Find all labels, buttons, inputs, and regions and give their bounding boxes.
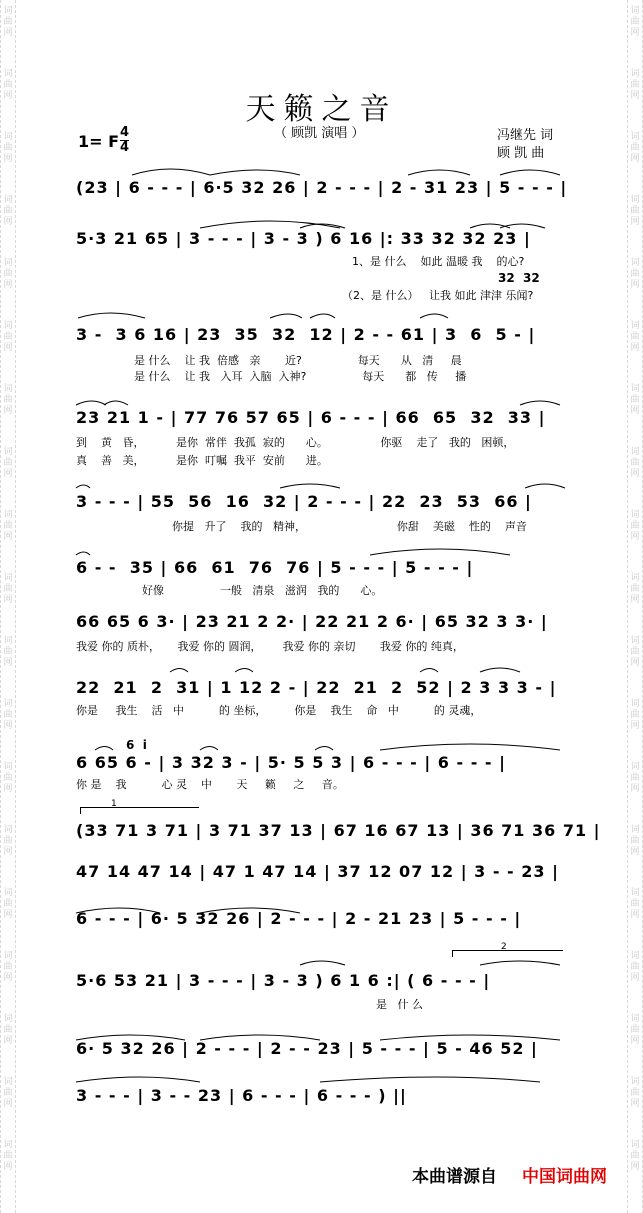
watermark-text: 词曲网 xyxy=(630,321,640,353)
slur xyxy=(480,668,520,672)
source-label: 本曲谱源自 xyxy=(412,1167,497,1187)
slur xyxy=(480,961,560,965)
score-line-1: (23 | 6 - - - | 6·5 32 26 | 2 - - - | 2 - 31 23 | 5 - - - | xyxy=(76,178,568,197)
score-line-12: 6 - - - | 6· 5 32 26 | 2 - - - | 2 - 21 23 | 5 - - - | xyxy=(76,909,522,928)
watermark-text: 词曲网 xyxy=(3,825,13,857)
watermark-text: 词曲网 xyxy=(630,1140,640,1172)
watermark-text: 词曲网 xyxy=(3,1077,13,1109)
first-ending-number: 1 xyxy=(111,799,117,809)
slur xyxy=(235,669,253,673)
grace-note: 6 i xyxy=(126,738,147,752)
score-line-15: 3 - - - | 3 - - 23 | 6 - - - | 6 - - - ) || xyxy=(76,1086,407,1105)
score-line-11: 47 14 47 14 | 47 1 47 14 | 37 12 07 12 | 3 - - 23 | xyxy=(76,862,559,881)
slur xyxy=(420,669,438,673)
slur xyxy=(300,961,345,965)
watermark-text: 词曲网 xyxy=(3,888,13,920)
watermark-text: 词曲网 xyxy=(630,636,640,668)
watermark-text: 词曲网 xyxy=(630,888,640,920)
watermark-text: 词曲网 xyxy=(630,69,640,101)
watermark-text: 词曲网 xyxy=(3,699,13,731)
lyric-line: 是 什 么 xyxy=(376,998,423,1011)
watermark-text: 词曲网 xyxy=(630,195,640,227)
watermark-text: 词曲网 xyxy=(3,636,13,668)
lyric-line: 真 善 美， 是你 叮嘱 我平 安前 进。 xyxy=(76,454,328,467)
slur xyxy=(420,314,448,318)
watermark-text: 词曲网 xyxy=(630,1014,640,1046)
lyric-line: 我爱 你的 质朴， 我爱 你的 圆润， 我爱 你的 亲切 我爱 你的 纯真， xyxy=(76,640,464,653)
watermark-text: 词曲网 xyxy=(3,69,13,101)
watermark-text: 词曲网 xyxy=(3,6,13,38)
score-line-10: (33 71 3 71 | 3 71 37 13 | 67 16 67 13 | 36 71 36 71 | xyxy=(76,821,601,840)
composer-credit: 顾 凯 曲 xyxy=(497,146,545,161)
score-line-8: 22 21 2 31 | 1 12 2 - | 22 21 2 52 | 2 3 3 3 - | xyxy=(76,678,557,697)
watermark-text: 词曲网 xyxy=(3,573,13,605)
second-ending-bracket xyxy=(452,942,563,957)
lyric-line: 到 黄 昏， 是你 常伴 我孤 寂的 心。 你驱 走了 我的 困顿， xyxy=(76,436,515,449)
lyric-line: 是 什么 让 我 倍感 亲 近? 每天 从 清 晨 xyxy=(134,354,462,367)
watermark-text: 词曲网 xyxy=(3,447,13,479)
score-line-14: 6· 5 32 26 | 2 - - - | 2 - - 23 | 5 - - - | 5 - 46 52 | xyxy=(76,1039,538,1058)
site-link[interactable]: 中国词曲网 xyxy=(522,1167,607,1187)
watermark-text: 词曲网 xyxy=(630,825,640,857)
watermark-text: 词曲网 xyxy=(3,762,13,794)
slur xyxy=(170,669,188,673)
score-line-5: 3 - - - | 55 56 16 32 | 2 - - - | 22 23 53 66 | xyxy=(76,492,532,511)
watermark-text: 词曲网 xyxy=(630,384,640,416)
watermark-text: 词曲网 xyxy=(3,1014,13,1046)
lyricist-credit: 冯继先 词 xyxy=(497,128,554,143)
score-line-9: 6 65 6 - | 3 32 3 - | 5· 5 5 3 | 6 - - - | 6 - - - | xyxy=(76,753,506,772)
watermark-text: 词曲网 xyxy=(3,1140,13,1172)
lyric-line: 是 什么 让 我 入耳 入脑 入神? 每天 都 传 播 xyxy=(134,370,467,383)
watermark-text: 词曲网 xyxy=(630,132,640,164)
watermark-text: 词曲网 xyxy=(3,321,13,353)
meter-bottom: 4 xyxy=(120,140,130,155)
second-ending-number: 2 xyxy=(501,942,507,952)
slur xyxy=(78,313,145,318)
lyric-line: 好像 一般 清泉 滋润 我的 心。 xyxy=(142,584,383,597)
score-line-3: 3 - 3 6 16 | 23 35 32 12 | 2 - - 61 | 3 6 5 - | xyxy=(76,325,536,344)
watermark-text: 词曲网 xyxy=(3,132,13,164)
watermark-text: 词曲网 xyxy=(630,951,640,983)
score-line-13: 5·6 53 21 | 3 - - - | 3 - 3 ) 6 1 6 :| ( 6 - - - | xyxy=(76,971,491,990)
watermark-text: 词曲网 xyxy=(3,951,13,983)
slur xyxy=(270,314,302,318)
score-line-7: 66 65 6 3· | 23 21 2 2· | 22 21 2 6· | 65 32 3 3· | xyxy=(76,612,548,631)
lyric-line: 1、是 什么 如此 温暖 我 的心? xyxy=(352,255,525,268)
song-title: 天籁之音 xyxy=(245,92,398,127)
watermark-text: 词曲网 xyxy=(3,258,13,290)
slur xyxy=(310,314,335,318)
lyric-line: （2、是 什么） 让我 如此 津津 乐闻? xyxy=(342,289,534,302)
watermark-text: 词曲网 xyxy=(630,510,640,542)
watermark-text: 词曲网 xyxy=(3,510,13,542)
lyric-line: 你是 我生 活 中 的 坐标， 你是 我生 命 中 的 灵魂， xyxy=(76,704,482,717)
watermark-text: 词曲网 xyxy=(3,195,13,227)
lyric-line: 你 是 我 心 灵 中 天 籁 之 音。 xyxy=(76,778,344,791)
watermark-text: 词曲网 xyxy=(630,6,640,38)
score-line-6: 6 - - 35 | 66 61 76 76 | 5 - - - | 5 - - - | xyxy=(76,558,474,577)
upper-notes: 32 32 xyxy=(498,271,540,285)
score-line-4: 23 21 1 - | 77 76 57 65 | 6 - - - | 66 65 32 33 | xyxy=(76,408,546,427)
watermark-text: 词曲网 xyxy=(3,384,13,416)
score-line-2: 5·3 21 65 | 3 - - - | 3 - 3 ) 6 16 |: 33 32 32 23 | xyxy=(76,229,531,248)
meter-top: 4 xyxy=(120,125,130,140)
watermark-text: 词曲网 xyxy=(630,447,640,479)
lyric-line: 你提 升了 我的 精神， 你甜 美磁 性的 声音 xyxy=(172,520,527,533)
key-signature: 1= F xyxy=(78,132,120,151)
first-ending-bracket xyxy=(80,799,199,814)
watermark-text: 词曲网 xyxy=(630,762,640,794)
watermark-text: 词曲网 xyxy=(630,258,640,290)
watermark-text: 词曲网 xyxy=(630,699,640,731)
watermark-text: 词曲网 xyxy=(630,573,640,605)
watermark-text: 词曲网 xyxy=(630,1077,640,1109)
singer-credit: （ 顾凯 演唱 ） xyxy=(274,126,365,141)
